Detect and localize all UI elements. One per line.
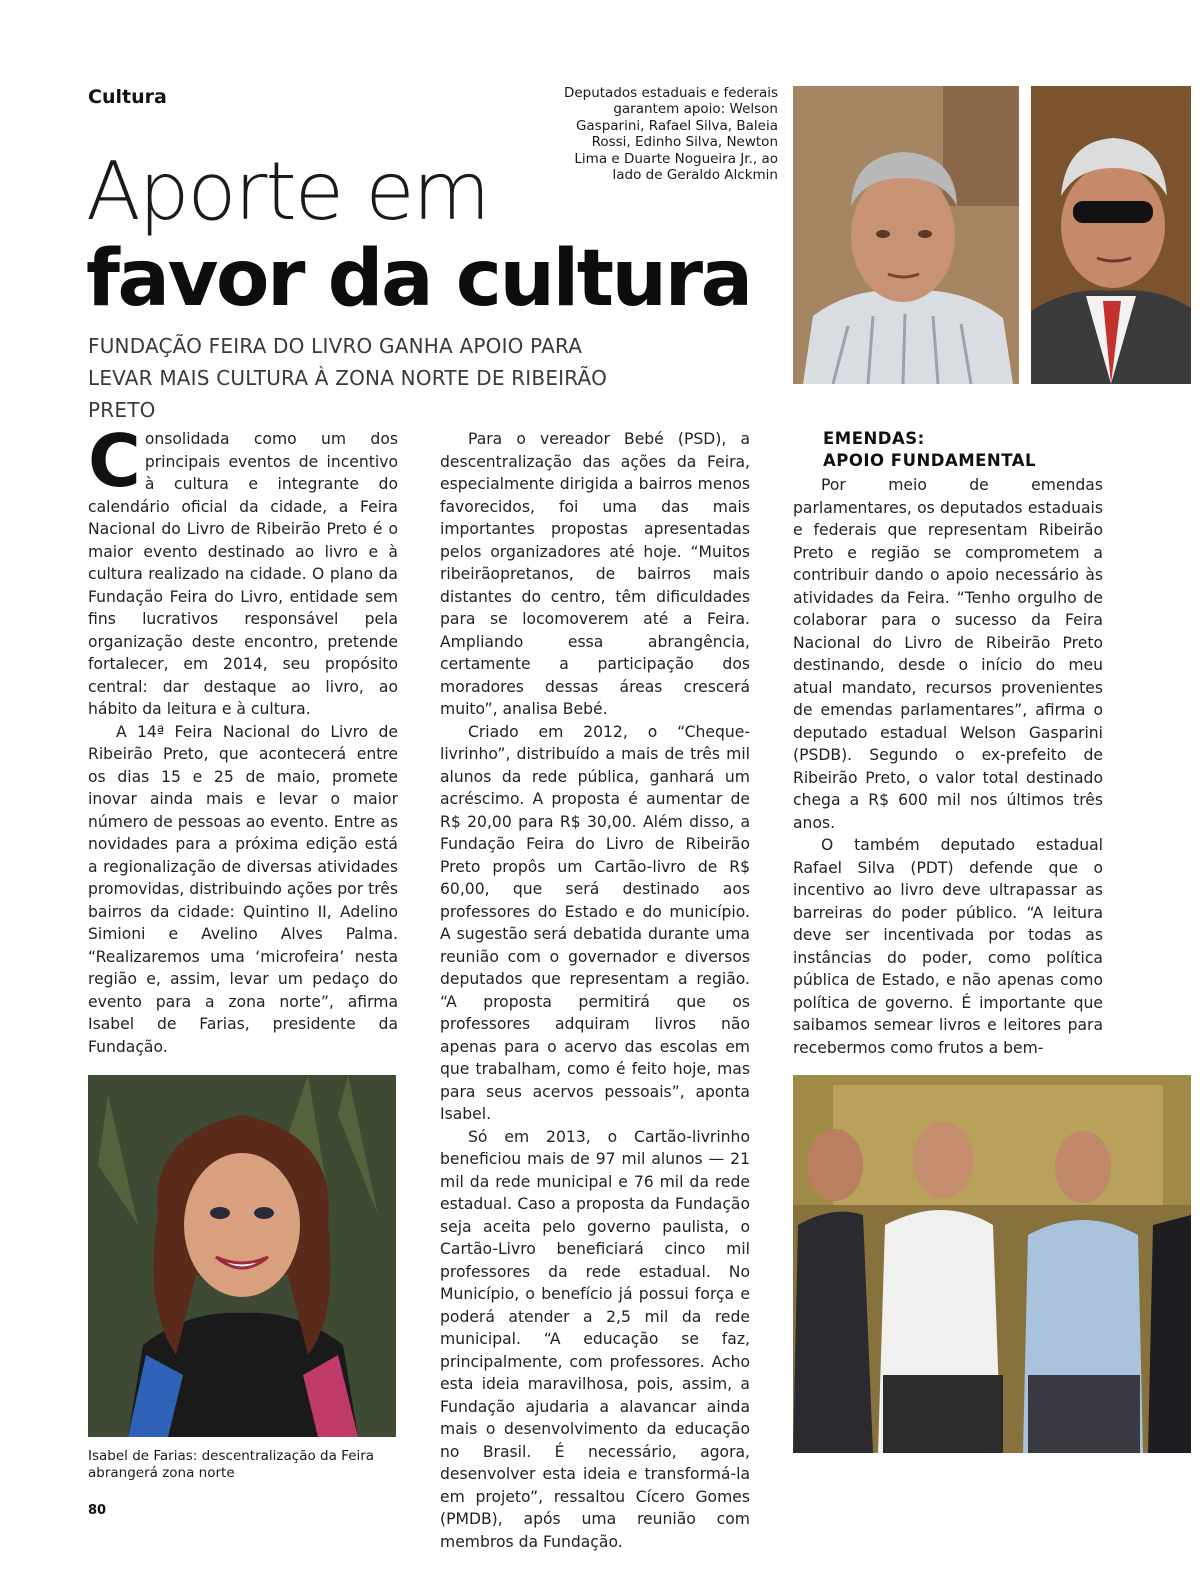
page-number: 80 (88, 1503, 107, 1518)
paragraph-4: Criado em 2012, o “Cheque-livrinho”, distribuído a mais de três mil alunos da rede pública, ganhará um acréscimo. A proposta é aumentar de R$ 20,00 para R$ 30,00. Além disso, a Fundação Feira do Livro de Ribeirão Preto propôs um Cartão-livro de R$ 60,00, que será destinado aos professores do Estado e do município. A sugestão será debatida durante uma reunião com o governador e diversos deputados que representam a região. “A proposta permitirá que os professores adquiram livros não apenas para o acervo das escolas em que trabalham, como é feito hoje, mas para seus acervos pessoais”, aponta Isabel. (440, 722, 750, 1123)
subhead-emendas (823, 428, 1103, 472)
article-column-1 (88, 419, 398, 1058)
drop-cap: C (88, 419, 141, 503)
paragraph-5: Só em 2013, o Cartão-livrinho beneficiou mais de 97 mil alunos — 21 mil da rede municipal e 76 mil da rede estadual. Caso a proposta da Fundação seja aceita pelo governo paulista, o Cartão-Livro beneficiará cinco mil professores da rede estadual. No Município, o benefício já possui força e poderá atender a 2,5 mil da rede municipal. “A educação se faz, principalmente, com professores. Acho esta ideia maravilhosa, pois, assim, a Fundação ajudaria a alavancar ainda mais o desenvolvimento da educação no Brasil. É necessário, agora, desenvolver esta ideia e transformá-la em projeto”, ressaltou Cícero Gomes (PMDB), após uma reunião com membros da Fundação. (440, 1127, 750, 1551)
paragraph-2: A 14ª Feira Nacional do Livro de Ribeirão Preto, que acontecerá entre os dias 15 e 25 de maio, promete inovar ainda mais e levar o maior número de pessoas ao evento. Entre as novidades para a próxima edição está a regionalização de diversas atividades promovidas, distribuindo ações por três bairros da cidade: Quintino II, Adelino Simioni e Avelino Alves Palma. “Realizaremos uma ‘microfeira’ nesta região e, assim, levar um pedaço do evento para a zona norte”, afirma Isabel de Farias, presidente da Fundação. (88, 722, 398, 1056)
subhead-line-2: APOIO FUNDAMENTAL (823, 451, 1037, 470)
subhead-line-1: EMENDAS: (823, 429, 925, 448)
paragraph-1: onsolidada como um dos principais eventos de incentivo à cultura e integrante do calendário oficial da cidade, a Feira Nacional do Livro de Ribeirão Preto é o maior evento destinado ao livro e à cultura realizado na cidade. O plano da Fundação Feira do Livro, entidade sem fins lucrativos responsável pela organização deste encontro, pretende fortalecer, em 2014, seu propósito central: dar destaque ao livro, ao hábito da leitura e à cultura. (88, 430, 398, 718)
article-column-3 (793, 428, 1103, 1059)
article-column-2 (440, 428, 750, 1553)
section-label: Cultura (88, 86, 167, 108)
paragraph-6: Por meio de emendas parlamentares, os deputados estaduais e federais que representam Ribeirão Preto e região se comprometem a contribuir dando o apoio necessário às atividades da Feira. “Tenho orgulho de colaborar para o sucesso da Feira Nacional do Livro de Ribeirão Preto destinando, desde o início do meu atual mandato, recursos provenientes de emendas parlamentares”, afirma o deputado estadual Welson Gasparini (PSDB). Segundo o ex-prefeito de Ribeirão Preto, o valor total destinado chega a R$ 600 mil nos últimos três anos. (793, 476, 1103, 832)
headline-line-1: Aporte em (86, 145, 489, 238)
photo-deputies-group (793, 1075, 1191, 1453)
paragraph-3: Para o vereador Bebé (PSD), a descentralização das ações da Feira, especialmente dirigida a bairros menos favorecidos, foi uma das mais importantes propostas apresentadas pelos organizadores até hoje. “Muitos ribeirãopretanos, de bairros mais distantes do centro, têm dificuldades para se locomoverem até a Feira. Ampliando essa abrangência, certamente a participação dos moradores dessas áreas crescerá muito”, analisa Bebé. (440, 430, 750, 718)
deck-subtitle: FUNDAÇÃO FEIRA DO LIVRO GANHA APOIO PARA LEVAR MAIS CULTURA À ZONA NORTE DE RIBEIRÃO PRETO (88, 334, 608, 422)
photo-isabel-de-farias (88, 1075, 396, 1437)
headline-line-2: favor da cultura (86, 234, 751, 324)
photo-rafael-silva (1031, 86, 1191, 384)
paragraph-7: O também deputado estadual Rafael Silva (PDT) defende que o incentivo ao livro deve ultrapassar as barreiras do poder público. “A leitura deve ser incentivada por todas as instâncias do poder, como política pública de Estado, e não apenas como política de governo. É importante que saibamos semear livros e leitores para recebermos como frutos a bem- (793, 836, 1103, 1057)
top-photo-caption: Deputados estaduais e federais garantem apoio: Welson Gasparini, Rafael Silva, Baleia Rossi, Edinho Silva, Newton Lima e Duarte Nogueira Jr., ao lado de Geraldo Alckmin (563, 85, 778, 184)
isabel-photo-caption: Isabel de Farias: descentralização da Feira abrangerá zona norte (88, 1448, 375, 1481)
photo-welson-gasparini (793, 86, 1019, 384)
